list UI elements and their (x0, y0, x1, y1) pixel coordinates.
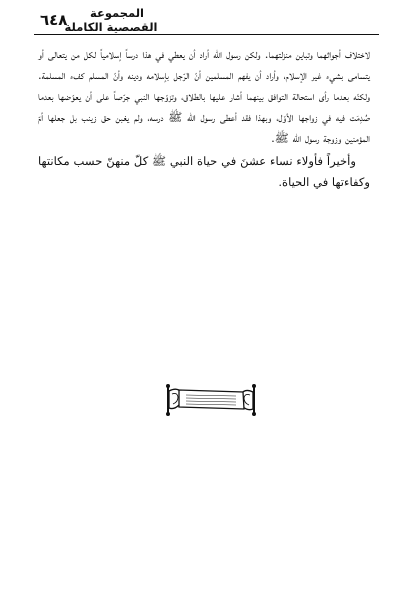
running-header (56, 6, 166, 34)
paragraph-1: لاختلاف أجواثهما وتباين منزلتهما. ولكن رسول الله أراد أن يعطي في هذا درساً إسلامياً لكل من يتعالى أو يتسامى بشيء غير الإسلام، وأراد أن يفهم المسلمين أنّ الرّجل بإسلامه ودينه وأنّ المسلم كفء المسلمة. ولكنّه بعدما رأى استحالة التوافق بينهما أشار عليها بالطلاق، وتزوّجها النبي جرّصاً على أن يعوّضها بعدما صُدِمَت فيه في زواجها الأوّل، وبهذا فقد أعطى رسول الله ﷺ درسه، ولم يغبن حق زينب بل جعلها أمّ المؤمنين وزوجة رسول الله ﷺ. (38, 47, 370, 145)
header-divider (34, 34, 379, 35)
header-title-line2: القصصية الكاملة (64, 20, 158, 34)
scroll-ornament-icon (164, 383, 258, 417)
paragraph-2: وأخيراً فأولاء نساء عشنَ في حياة النبي ﷺ كلّ منهنّ حسب مكانتها وكفاءتها في الحياة. (38, 154, 370, 189)
page-number: ٦٤٨ (40, 11, 68, 29)
body-text (38, 44, 370, 193)
header-title-line1: المجموعة (89, 6, 144, 20)
